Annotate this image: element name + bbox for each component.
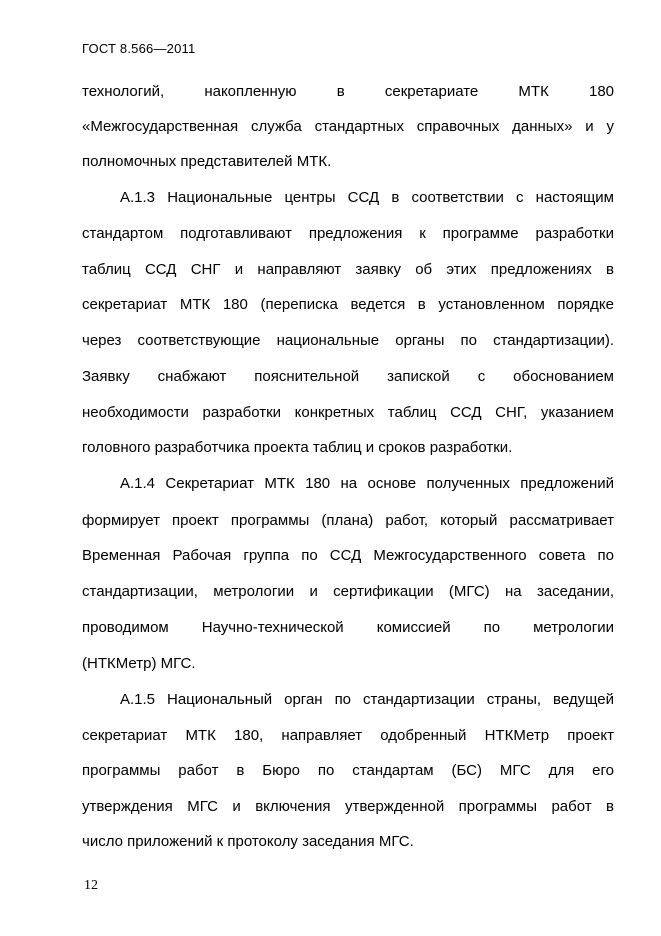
text-line: необходимости разработки конкретных таблиц ССД СНГ, указанием [82, 404, 614, 421]
text-line: Заявку снабжают пояснительной запиской с обоснованием [82, 368, 614, 385]
text-line: формирует проект программы (плана) работ, который рассматривает [82, 512, 614, 529]
text-line: (НТКМетр) МГС. [82, 655, 196, 672]
clause-heading-a15: А.1.5 Национальный орган по стандартизации страны, ведущей [120, 691, 614, 708]
text-line: головного разработчика проекта таблиц и сроков разработки. [82, 439, 513, 456]
clause-heading-a14: А.1.4 Секретариат МТК 180 на основе полученных предложений [120, 475, 614, 492]
text-line: проводимом Научно-технической комиссией по метрологии [82, 619, 614, 636]
text-line: число приложений к протоколу заседания МГС. [82, 833, 414, 850]
text-line: утверждения МГС и включения утвержденной программы работ в [82, 798, 614, 815]
text-line: секретариат МТК 180, направляет одобренный НТКМетр проект [82, 727, 614, 744]
text-line: через соответствующие национальные органы по стандартизации). [82, 332, 614, 349]
text-line: программы работ в Бюро по стандартам (БС) МГС для его [82, 762, 614, 779]
text-line: стандартом подготавливают предложения к программе разработки [82, 225, 614, 242]
text-line: Временная Рабочая группа по ССД Межгосударственного совета по [82, 547, 614, 564]
text-line: таблиц ССД СНГ и направляют заявку об этих предложениях в [82, 261, 614, 278]
text-line: полномочных представителей МТК. [82, 153, 332, 170]
clause-heading-a13: А.1.3 Национальные центры ССД в соответствии с настоящим [120, 189, 614, 206]
text-line: секретариат МТК 180 (переписка ведется в установленном порядке [82, 296, 614, 313]
text-line: стандартизации, метрологии и сертификации (МГС) на заседании, [82, 583, 614, 600]
text-line: технологий, накопленную в секретариате МТК 180 [82, 83, 614, 100]
text-line: «Межгосударственная служба стандартных справочных данных» и у [82, 118, 614, 135]
page-number: 12 [84, 878, 98, 893]
document-header: ГОСТ 8.566—2011 [82, 41, 196, 56]
